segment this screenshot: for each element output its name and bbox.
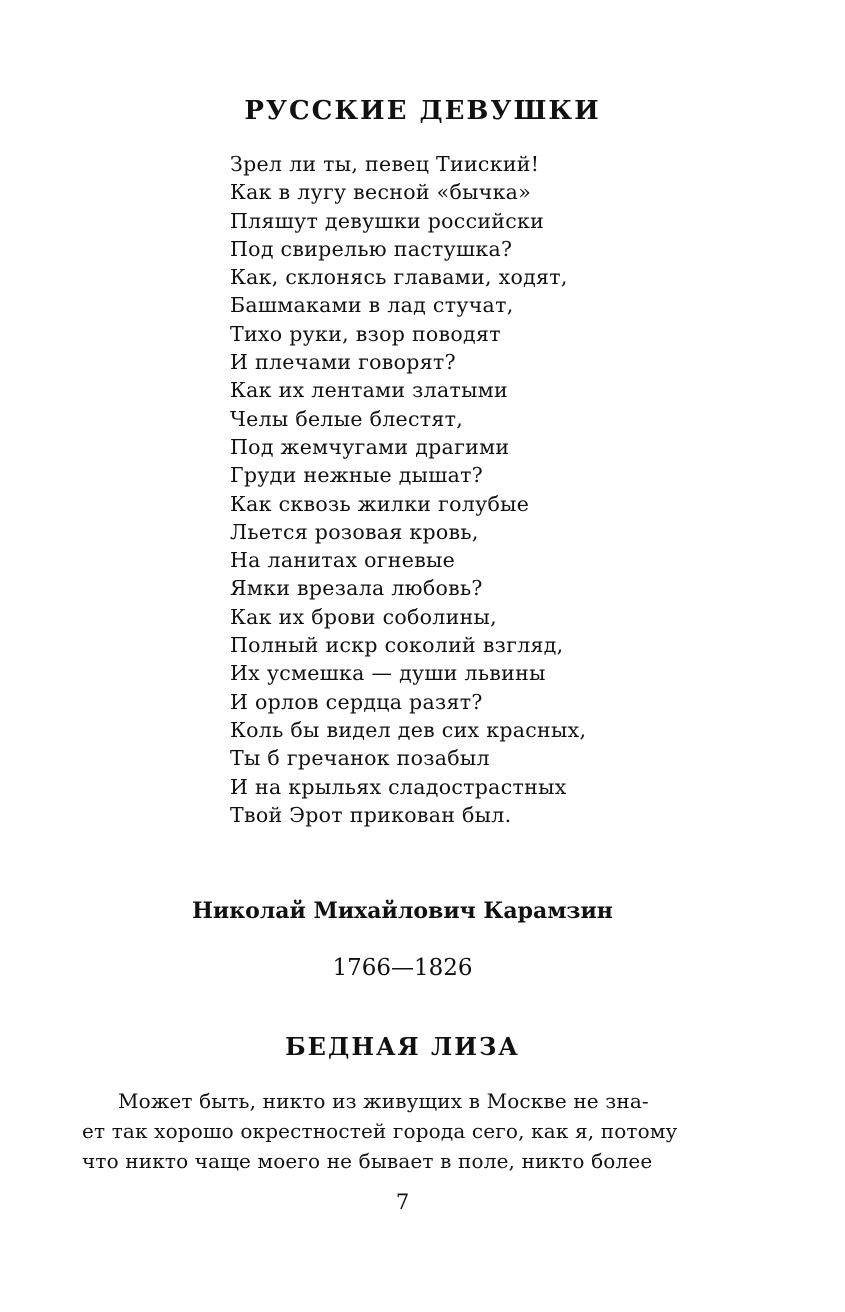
poem-line: Коль бы видел дев сих красных, (230, 717, 587, 742)
page-number: 7 (395, 1190, 410, 1214)
poem-stanza (230, 150, 586, 829)
poem-line: Башмаками в лад стучат, (230, 293, 514, 318)
prose-line: что никто чаще моего не бывает в поле, никто более (82, 1149, 653, 1173)
poem-line: Груди нежные дышат? (230, 463, 484, 488)
story-paragraph (82, 1086, 677, 1176)
prose-line: Может быть, никто из живущих в Москве не зна- (118, 1089, 649, 1113)
poem-line: И плечами говорят? (230, 350, 456, 375)
author-name: Николай Михайлович Карамзин (192, 898, 613, 924)
poem-line: Под жемчугами драгими (230, 434, 510, 459)
prose-line: ет так хорошо окрестностей города сего, как я, потому (82, 1119, 678, 1143)
poem-line: Ты б гречанок позабыл (230, 746, 490, 771)
poem-line: Как их лентами златыми (230, 378, 508, 403)
poem-line: На ланитах огневые (230, 548, 456, 573)
poem-line: Льется розовая кровь, (230, 519, 479, 544)
poem-line: Ямки врезала любовь? (230, 576, 483, 601)
poem-line: Под свирелью пастушка? (230, 236, 513, 261)
poem-line: Как их брови соболины, (230, 604, 497, 629)
poem-line: Как, склонясь главами, ходят, (230, 265, 568, 290)
poem-line: Их усмешка — души львины (230, 661, 546, 686)
story-title: БЕДНАЯ ЛИЗА (285, 1032, 520, 1061)
poem-line: Твой Эрот прикован был. (230, 802, 512, 827)
poem-line: И на крыльях сладострастных (230, 774, 567, 799)
poem-line: Как в лугу весной «бычка» (230, 180, 532, 205)
poem-line: Челы белые блестят, (230, 406, 464, 431)
poem-line: Тихо руки, взор поводят (230, 321, 501, 346)
poem-line: И орлов сердца разят? (230, 689, 483, 714)
poem-line: Как сквозь жилки голубые (230, 491, 530, 516)
author-years: 1766—1826 (332, 955, 473, 981)
poem-line: Полный искр соколий взгляд, (230, 633, 564, 658)
poem-line: Пляшут девушки российски (230, 208, 545, 233)
poem-title: РУССКИЕ ДЕВУШКИ (244, 96, 601, 126)
poem-line: Зрел ли ты, певец Тииский! (230, 152, 540, 176)
